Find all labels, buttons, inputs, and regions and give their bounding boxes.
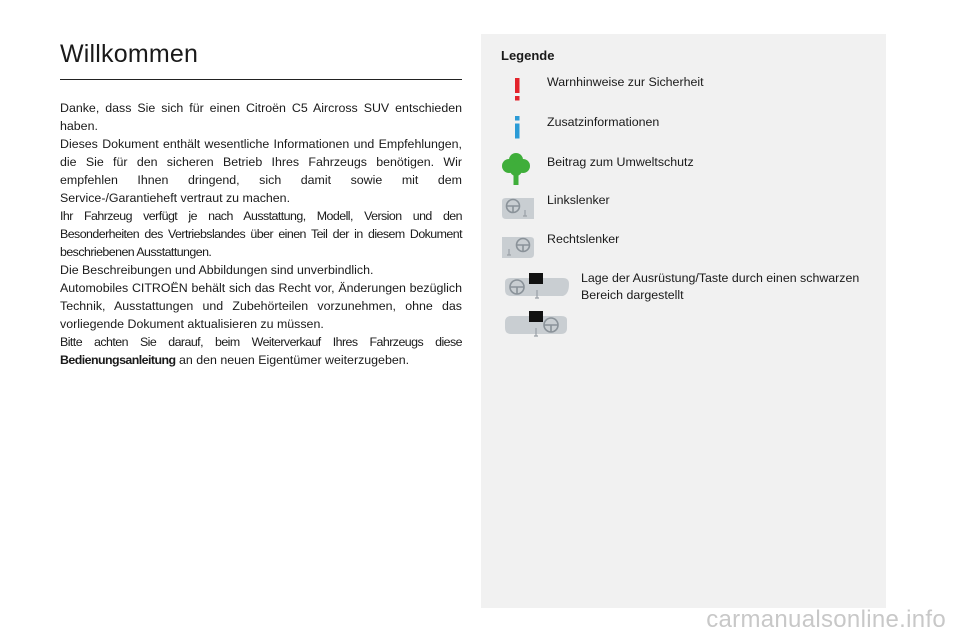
legend-label-rhd: Rechtslenker <box>547 232 620 246</box>
watermark: carmanualsonline.info <box>706 606 946 633</box>
manual-term: Bedienungsanleitung <box>60 353 176 367</box>
legend-label-warning: Warnhinweise zur Sicherheit <box>547 75 704 89</box>
legend-panel <box>481 34 886 608</box>
legend-label-lhd: Linkslenker <box>547 193 610 207</box>
legend-label-equipment-location: Lage der Ausrüstung/Taste durch einen schwarzen Bereich dargestellt <box>581 271 860 302</box>
legend-title: Legende <box>501 48 555 63</box>
paragraph-rights: Automobiles CITROËN behält sich das Recht vor, Änderungen bezüglich Technik, Ausstattungen und Zubehörteilen vorzunehmen, ohne das vorliegende Dokument aktualisieren zu müssen. <box>60 281 462 331</box>
tree-icon <box>501 152 531 186</box>
equipment-location-rhd-icon <box>503 310 569 340</box>
legend-label-environment: Beitrag zum Umweltschutz <box>547 155 694 169</box>
intro-text <box>60 99 462 369</box>
paragraph-resale <box>60 333 462 369</box>
right-hand-drive-icon <box>501 235 535 259</box>
page-title: Willkommen <box>60 40 199 68</box>
paragraph-disclaimer: Die Beschreibungen und Abbildungen sind unverbindlich. <box>60 263 374 277</box>
legend-label-info: Zusatzinformationen <box>547 115 660 129</box>
paragraph-equipment: Ihr Fahrzeug verfügt je nach Ausstattung, Modell, Version und den Besonderheiten des Vertriebslandes über einen Teil der in diesem Dokument beschriebenen Ausstattungen. <box>60 209 462 259</box>
left-hand-drive-icon <box>501 196 535 220</box>
exclamation-icon <box>509 78 525 102</box>
welcome-section <box>60 40 462 369</box>
paragraph-document: Dieses Dokument enthält wesentliche Informationen und Empfehlungen, die Sie für den sicheren Betrieb Ihres Fahrzeugs benötigen. Wir empfehlen Ihnen dringend, sich damit sowie mit dem Service-/Garantieheft vertraut zu machen. <box>60 137 462 205</box>
paragraph-thanks: Danke, dass Sie sich für einen Citroën C5 Aircross SUV entschieden haben. <box>60 101 462 133</box>
info-icon <box>509 116 525 140</box>
resale-text: Bitte achten Sie darauf, beim Weiterverkauf Ihres Fahrzeugs diese <box>60 335 462 349</box>
equipment-location-lhd-icon <box>503 272 569 302</box>
resale-text-end: an den neuen Eigentümer weiterzugeben. <box>175 353 410 367</box>
title-divider <box>60 79 462 80</box>
